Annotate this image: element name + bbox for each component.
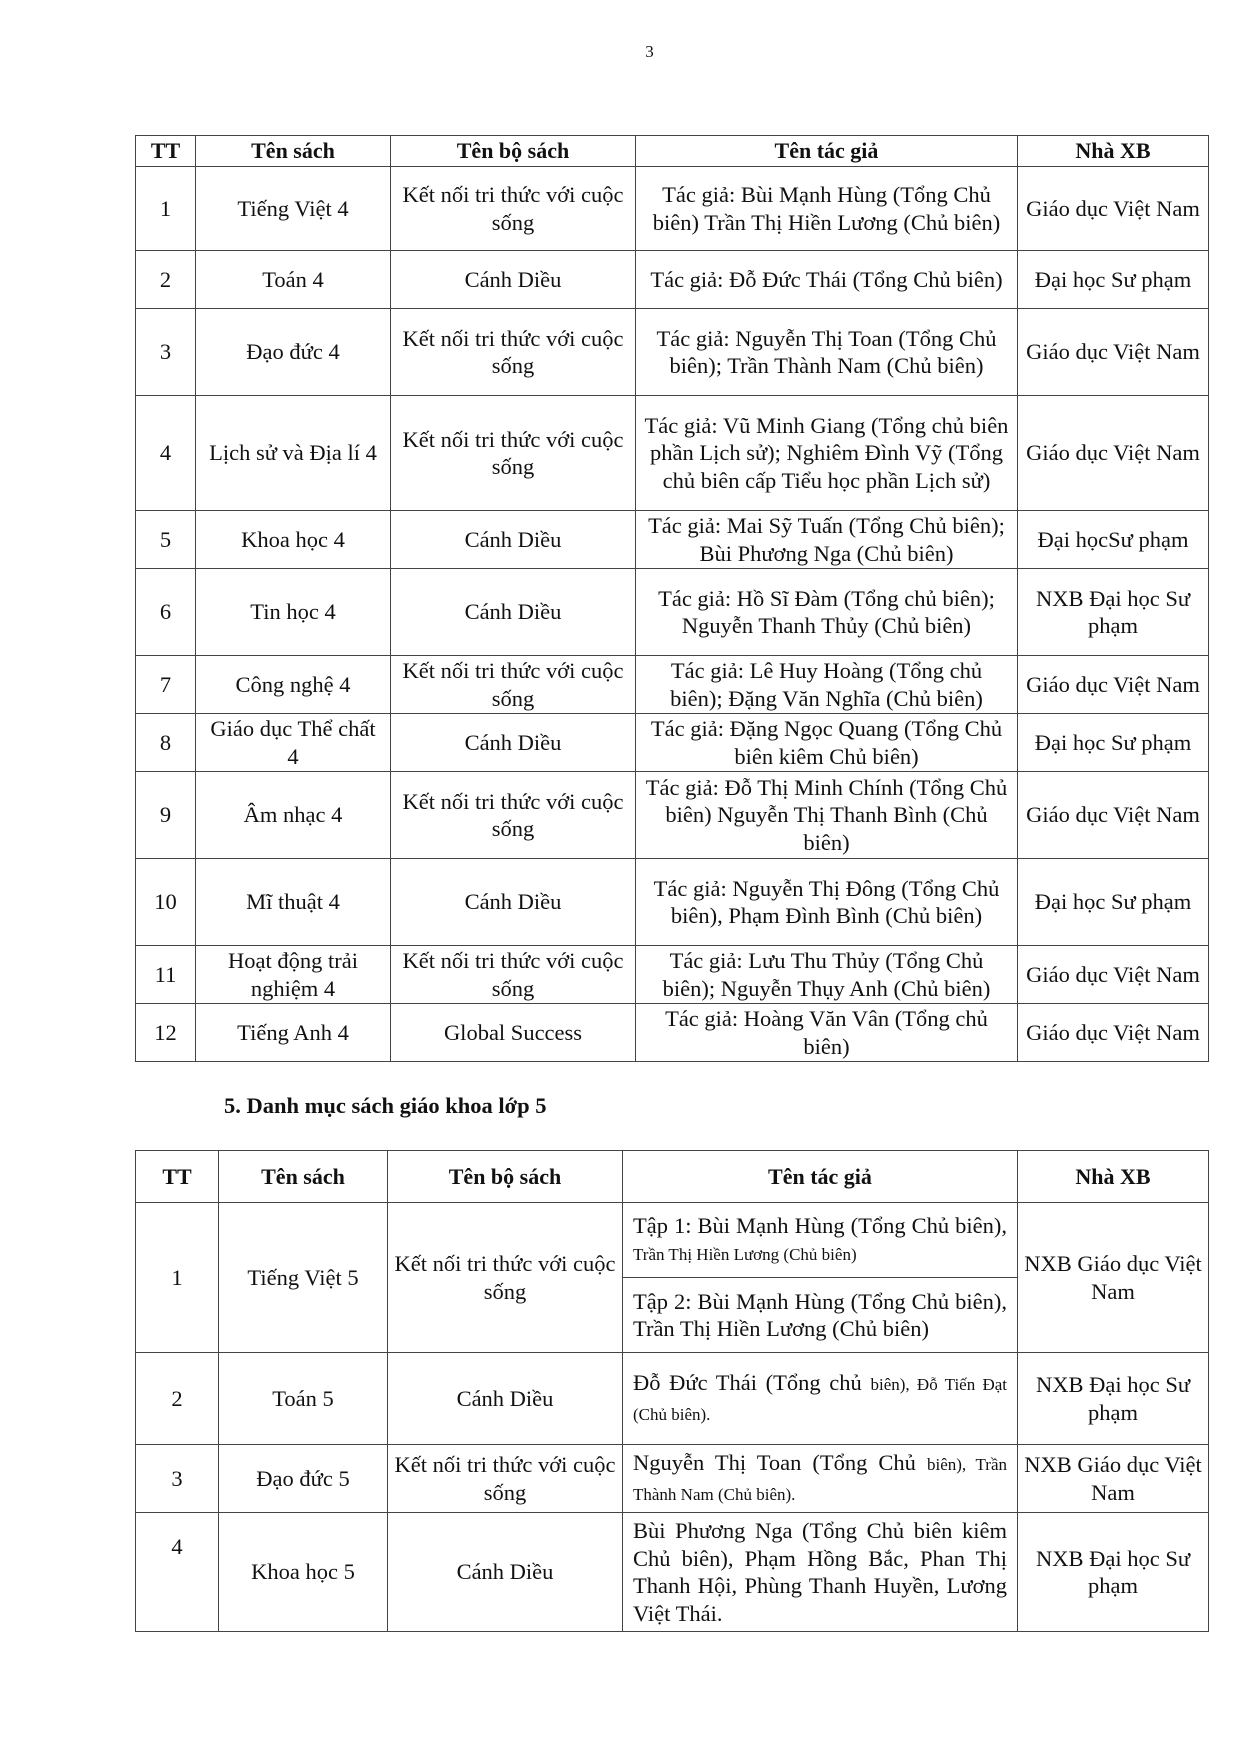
cell-tac-gia-tap1	[623, 1203, 1018, 1278]
cell-ten-sach: Lịch sử và Địa lí 4	[196, 396, 391, 511]
cell-ten-sach: Mĩ thuật 4	[196, 859, 391, 946]
header-ten-bo-sach: Tên bộ sách	[391, 136, 636, 167]
cell-tt: 6	[136, 569, 196, 656]
table-row	[136, 656, 1209, 714]
cell-nha-xb: NXB Đại học Sư phạm	[1018, 569, 1209, 656]
cell-nha-xb: Giáo dục Việt Nam	[1018, 167, 1209, 251]
cell-nha-xb: Giáo dục Việt Nam	[1018, 656, 1209, 714]
cell-nha-xb: Giáo dục Việt Nam	[1018, 1004, 1209, 1062]
cell-nha-xb: Đại họcSư phạm	[1018, 511, 1209, 569]
cell-bo-sach: Global Success	[391, 1004, 636, 1062]
table-row	[136, 251, 1209, 309]
cell-tt: 10	[136, 859, 196, 946]
cell-bo-sach: Kết nối tri thức với cuộc sống	[391, 772, 636, 859]
cell-bo-sach: Kết nối tri thức với cuộc sống	[388, 1445, 623, 1513]
header-ten-sach: Tên sách	[196, 136, 391, 167]
cell-tt: 7	[136, 656, 196, 714]
cell-tt: 12	[136, 1004, 196, 1062]
cell-bo-sach: Kết nối tri thức với cuộc sống	[391, 396, 636, 511]
cell-tt: 5	[136, 511, 196, 569]
cell-nha-xb: Đại học Sư phạm	[1018, 251, 1209, 309]
cell-ten-sach: Toán 5	[219, 1353, 388, 1445]
tac-gia-tap1-main: Tập 1: Bùi Mạnh Hùng (Tổng Chủ biên),	[633, 1212, 1007, 1238]
table-row	[136, 1513, 1209, 1632]
header-tt: TT	[136, 136, 196, 167]
grade4-textbook-table	[135, 135, 1209, 1062]
table-row	[136, 569, 1209, 656]
cell-tac-gia	[623, 1353, 1018, 1445]
cell-tt: 8	[136, 714, 196, 772]
cell-ten-sach: Tiếng Anh 4	[196, 1004, 391, 1062]
cell-nha-xb: Giáo dục Việt Nam	[1018, 396, 1209, 511]
tac-gia-small: biên), Trần Thành Nam (Chủ biên).	[633, 1455, 1007, 1504]
cell-ten-sach: Đạo đức 4	[196, 309, 391, 396]
cell-nha-xb: NXB Giáo dục Việt Nam	[1018, 1203, 1209, 1353]
cell-bo-sach: Kết nối tri thức với cuộc sống	[391, 946, 636, 1004]
section-heading: 5. Danh mục sách giáo khoa lớp 5	[224, 1093, 547, 1118]
table-row	[136, 1353, 1209, 1445]
cell-tac-gia: Tác giả: Hồ Sĩ Đàm (Tổng chủ biên); Nguyễn Thanh Thủy (Chủ biên)	[636, 569, 1018, 656]
tac-gia-small: biên), Đỗ Tiến Đạt (Chủ biên).	[633, 1375, 1008, 1424]
cell-ten-sach: Hoạt động trải nghiệm 4	[196, 946, 391, 1004]
cell-nha-xb: Giáo dục Việt Nam	[1018, 309, 1209, 396]
cell-ten-sach: Toán 4	[196, 251, 391, 309]
table-header-row	[136, 1151, 1209, 1203]
header-nha-xb: Nhà XB	[1018, 136, 1209, 167]
cell-tac-gia: Tác giả: Nguyễn Thị Đông (Tổng Chủ biên), Phạm Đình Bình (Chủ biên)	[636, 859, 1018, 946]
cell-tac-gia: Tác giả: Lưu Thu Thủy (Tổng Chủ biên); Nguyễn Thụy Anh (Chủ biên)	[636, 946, 1018, 1004]
cell-tt: 1	[136, 1203, 219, 1353]
tac-gia-main: Nguyễn Thị Toan (Tổng Chủ	[633, 1450, 916, 1475]
cell-ten-sach: Đạo đức 5	[219, 1445, 388, 1513]
cell-ten-sach: Tiếng Việt 4	[196, 167, 391, 251]
header-nha-xb: Nhà XB	[1018, 1151, 1209, 1203]
cell-bo-sach: Cánh Diều	[388, 1353, 623, 1445]
cell-tt: 3	[136, 309, 196, 396]
cell-bo-sach: Cánh Diều	[391, 511, 636, 569]
tac-gia-tap1-small: Trần Thị Hiền Lương (Chủ biên)	[633, 1245, 857, 1264]
table-row	[136, 714, 1209, 772]
cell-nha-xb: Giáo dục Việt Nam	[1018, 946, 1209, 1004]
cell-bo-sach: Cánh Diều	[391, 251, 636, 309]
header-ten-tac-gia: Tên tác giả	[623, 1151, 1018, 1203]
table-row	[136, 946, 1209, 1004]
cell-bo-sach: Cánh Diều	[391, 859, 636, 946]
table-row	[136, 859, 1209, 946]
cell-tt: 1	[136, 167, 196, 251]
table-row	[136, 309, 1209, 396]
table-header-row	[136, 136, 1209, 167]
cell-tt: 9	[136, 772, 196, 859]
cell-tac-gia: Tác giả: Mai Sỹ Tuấn (Tổng Chủ biên); Bùi Phương Nga (Chủ biên)	[636, 511, 1018, 569]
cell-tac-gia: Tác giả: Nguyễn Thị Toan (Tổng Chủ biên); Trần Thành Nam (Chủ biên)	[636, 309, 1018, 396]
cell-ten-sach: Âm nhạc 4	[196, 772, 391, 859]
grade5-textbook-table	[135, 1150, 1209, 1632]
cell-ten-sach: Tin học 4	[196, 569, 391, 656]
cell-tt: 4	[136, 396, 196, 511]
cell-bo-sach: Cánh Diều	[391, 714, 636, 772]
cell-tac-gia: Tác giả: Bùi Mạnh Hùng (Tổng Chủ biên) Trần Thị Hiền Lương (Chủ biên)	[636, 167, 1018, 251]
cell-nha-xb: Giáo dục Việt Nam	[1018, 772, 1209, 859]
cell-tt: 2	[136, 251, 196, 309]
cell-ten-sach: Giáo dục Thể chất 4	[196, 714, 391, 772]
cell-ten-sach: Công nghệ 4	[196, 656, 391, 714]
table-row	[136, 772, 1209, 859]
cell-tac-gia-tap2: Tập 2: Bùi Mạnh Hùng (Tổng Chủ biên), Trần Thị Hiền Lương (Chủ biên)	[623, 1278, 1018, 1353]
cell-ten-sach: Khoa học 5	[219, 1513, 388, 1632]
cell-bo-sach: Kết nối tri thức với cuộc sống	[391, 167, 636, 251]
cell-tt: 11	[136, 946, 196, 1004]
cell-tac-gia: Tác giả: Đỗ Thị Minh Chính (Tổng Chủ biên) Nguyễn Thị Thanh Bình (Chủ biên)	[636, 772, 1018, 859]
header-ten-tac-gia: Tên tác giả	[636, 136, 1018, 167]
table-row	[136, 1445, 1209, 1513]
table-row	[136, 396, 1209, 511]
cell-bo-sach: Cánh Diều	[388, 1513, 623, 1632]
cell-bo-sach: Cánh Diều	[391, 569, 636, 656]
cell-tac-gia: Tác giả: Đặng Ngọc Quang (Tổng Chủ biên kiêm Chủ biên)	[636, 714, 1018, 772]
page-number: 3	[645, 42, 654, 61]
cell-tac-gia: Bùi Phương Nga (Tổng Chủ biên kiêm Chủ biên), Phạm Hồng Bắc, Phan Thị Thanh Hội, Phùng Thanh Huyền, Lương Việt Thái.	[623, 1513, 1018, 1632]
cell-ten-sach: Khoa học 4	[196, 511, 391, 569]
cell-bo-sach: Kết nối tri thức với cuộc sống	[388, 1203, 623, 1353]
cell-tac-gia	[623, 1445, 1018, 1513]
cell-nha-xb: Đại học Sư phạm	[1018, 859, 1209, 946]
cell-tac-gia: Tác giả: Vũ Minh Giang (Tổng chủ biên phần Lịch sử); Nghiêm Đình Vỹ (Tổng chủ biên cấp Tiểu học phần Lịch sử)	[636, 396, 1018, 511]
cell-tac-gia: Tác giả: Hoàng Văn Vân (Tổng chủ biên)	[636, 1004, 1018, 1062]
cell-ten-sach: Tiếng Việt 5	[219, 1203, 388, 1353]
cell-bo-sach: Kết nối tri thức với cuộc sống	[391, 656, 636, 714]
table-row	[136, 1203, 1209, 1278]
cell-tac-gia: Tác giả: Đỗ Đức Thái (Tổng Chủ biên)	[636, 251, 1018, 309]
cell-tt: 3	[136, 1445, 219, 1513]
table-row	[136, 511, 1209, 569]
cell-nha-xb: NXB Đại học Sư phạm	[1018, 1513, 1209, 1632]
header-tt: TT	[136, 1151, 219, 1203]
cell-tt: 4	[136, 1513, 219, 1632]
table-row	[136, 167, 1209, 251]
cell-nha-xb: NXB Đại học Sư phạm	[1018, 1353, 1209, 1445]
cell-tac-gia: Tác giả: Lê Huy Hoàng (Tổng chủ biên); Đặng Văn Nghĩa (Chủ biên)	[636, 656, 1018, 714]
cell-nha-xb: Đại học Sư phạm	[1018, 714, 1209, 772]
cell-nha-xb: NXB Giáo dục Việt Nam	[1018, 1445, 1209, 1513]
cell-bo-sach: Kết nối tri thức với cuộc sống	[391, 309, 636, 396]
header-ten-bo-sach: Tên bộ sách	[388, 1151, 623, 1203]
cell-tt: 2	[136, 1353, 219, 1445]
header-ten-sach: Tên sách	[219, 1151, 388, 1203]
tac-gia-main: Đỗ Đức Thái (Tổng chủ	[633, 1370, 862, 1395]
table-row	[136, 1004, 1209, 1062]
